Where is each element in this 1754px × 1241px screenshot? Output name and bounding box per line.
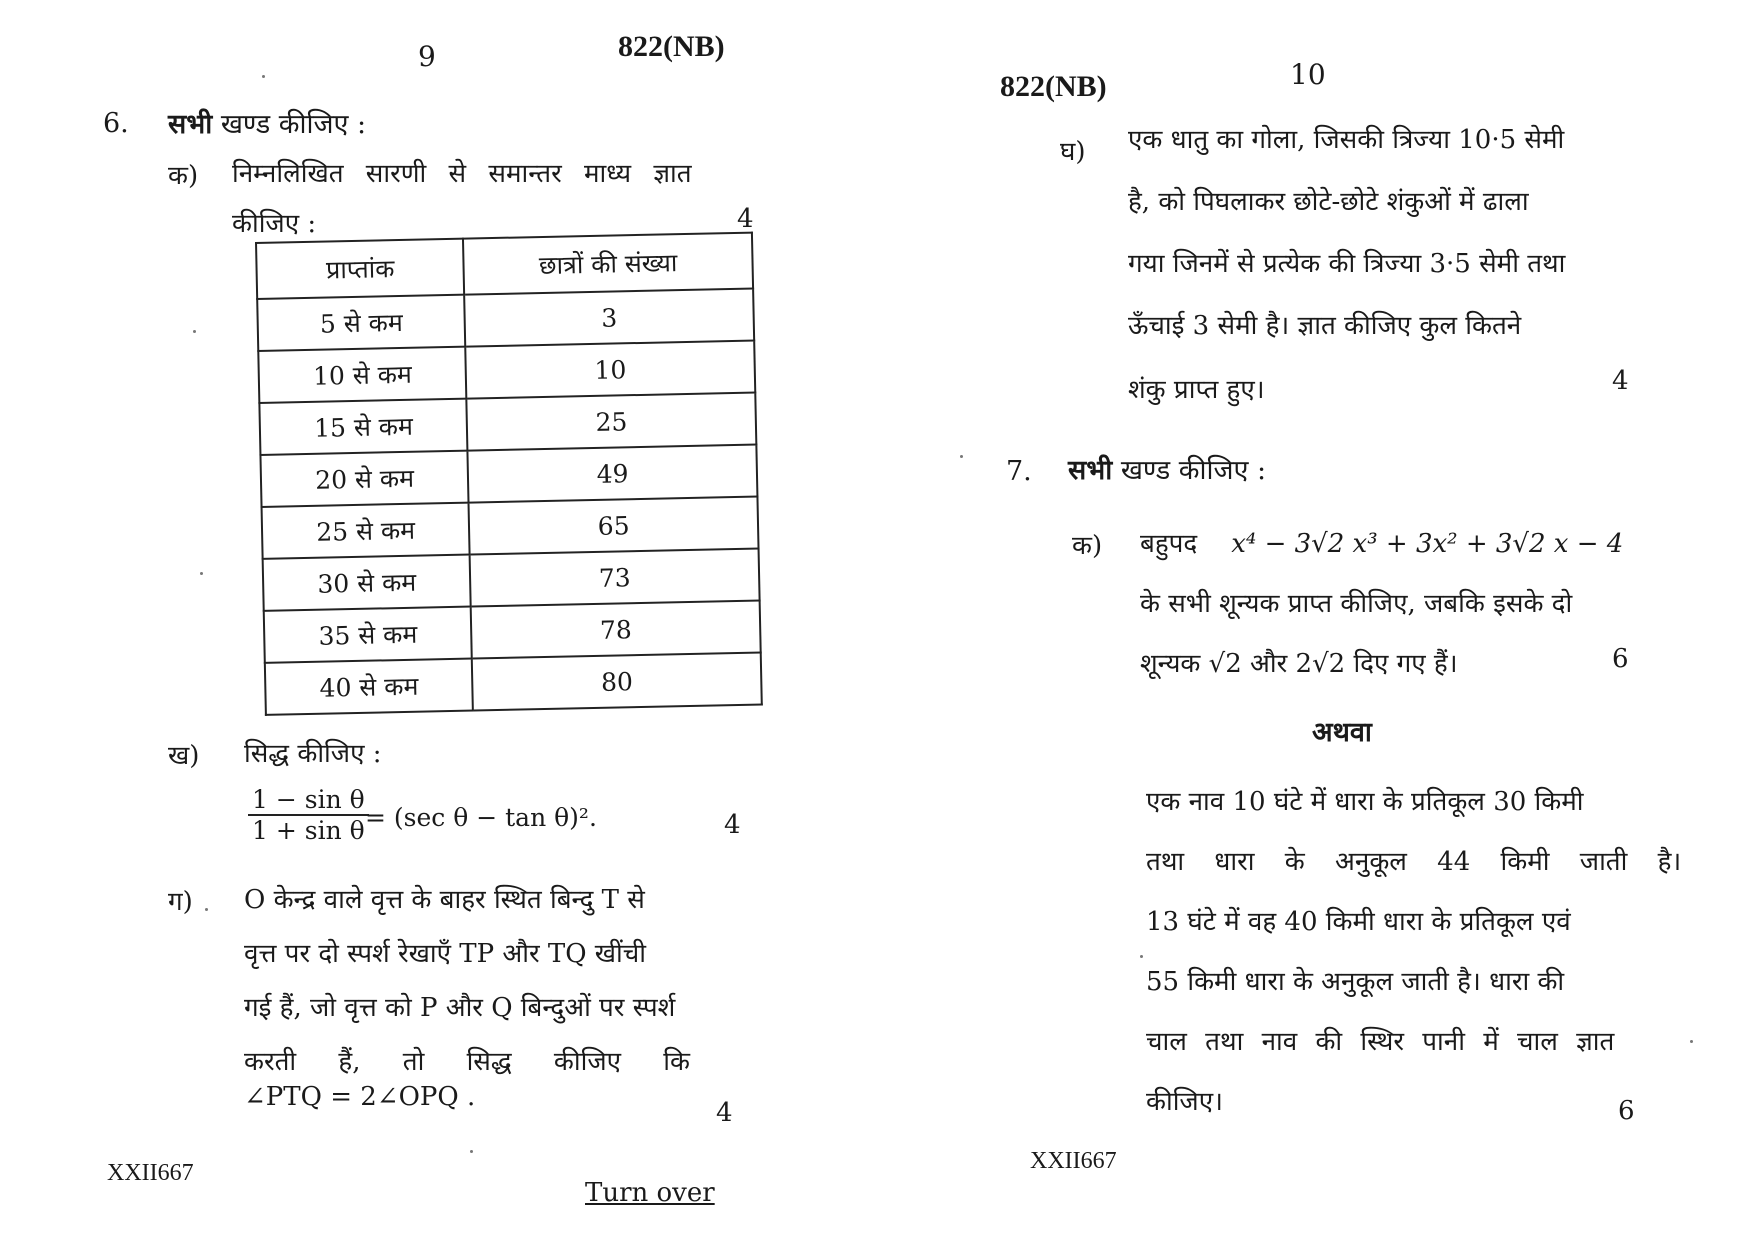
- table-cell: 49: [468, 445, 758, 503]
- table-cell: 5 से कम: [257, 295, 465, 351]
- right-page-number: 10: [1290, 58, 1326, 91]
- q7a-line3: शून्यक √2 और 2√2 दिए गए हैं।: [1140, 649, 1458, 679]
- table-row: [265, 652, 762, 714]
- q6c-marks: 4: [716, 1098, 733, 1128]
- q7a-label: क): [1072, 531, 1103, 561]
- q7-alt-line6: कीजिए।: [1146, 1087, 1223, 1117]
- scan-speck: [193, 330, 196, 333]
- or-heading: अथवा: [1312, 717, 1372, 748]
- scan-speck: [960, 455, 963, 458]
- q6b-label: ख): [168, 741, 200, 771]
- q6d-line4: ऊँचाई 3 सेमी है। ज्ञात कीजिए कुल कितने: [1128, 311, 1522, 341]
- q6c-line5: ∠PTQ = 2∠OPQ .: [244, 1082, 476, 1112]
- table-cell: 3: [464, 289, 754, 347]
- table-cell: 25: [467, 393, 757, 451]
- q6a-line2: कीजिए :: [232, 209, 317, 239]
- q6b-marks: 4: [724, 810, 741, 840]
- q7a-line1: [1140, 524, 1623, 560]
- q7-alt-line5: चाल तथा नाव की स्थिर पानी में चाल ज्ञात: [1146, 1027, 1615, 1057]
- q6-number: 6.: [103, 108, 129, 139]
- q7-alt-line1: एक नाव 10 घंटे में धारा के प्रतिकूल 30 किमी: [1146, 787, 1584, 817]
- q7-heading: सभी खण्ड कीजिए :: [1068, 455, 1267, 486]
- scan-speck: [1140, 955, 1143, 958]
- q6b-fraction: [248, 785, 369, 845]
- right-footer-code: XXII667: [1030, 1148, 1117, 1174]
- left-page-number: 9: [418, 40, 436, 73]
- right-paper-code: 822(NB): [1000, 70, 1107, 103]
- q6a-label: क): [168, 161, 199, 191]
- turn-over-text: Turn over: [585, 1178, 715, 1208]
- table-cell: 65: [469, 497, 759, 555]
- q6b-denominator: 1 + sin θ: [252, 816, 365, 845]
- q7-number: 7.: [1006, 456, 1032, 487]
- q6b-rhs: = (sec θ − tan θ)².: [365, 803, 597, 832]
- left-footer-code: XXII667: [107, 1160, 194, 1186]
- q6b-text: सिद्ध कीजिए :: [244, 739, 382, 769]
- scan-speck: [470, 1150, 473, 1153]
- left-paper-code: 822(NB): [618, 30, 725, 63]
- q6a-marks: 4: [737, 204, 754, 234]
- scan-speck: [1690, 1040, 1693, 1043]
- q7-alt-line3: 13 घंटे में वह 40 किमी धारा के प्रतिकूल एवं: [1146, 907, 1571, 937]
- q6d-line5: शंकु प्राप्त हुए।: [1128, 375, 1265, 405]
- q6c-line4: करती हैं, तो सिद्ध कीजिए कि: [244, 1047, 690, 1077]
- table-cell: 35 से कम: [264, 607, 472, 663]
- q7-alt-marks: 6: [1618, 1096, 1635, 1126]
- q6-heading: सभी खण्ड कीजिए :: [168, 109, 367, 140]
- table-header-row: [256, 233, 753, 299]
- table-header-students: छात्रों की संख्या: [463, 233, 753, 295]
- scan-speck: [200, 572, 203, 575]
- table-cell: 25 से कम: [262, 503, 470, 559]
- q6c-line3: गई हैं, जो वृत्त को P और Q बिन्दुओं पर स्पर्श: [244, 993, 676, 1023]
- table-cell: 15 से कम: [259, 399, 467, 455]
- table-cell: 80: [472, 652, 762, 710]
- q6d-line3: गया जिनमें से प्रत्येक की त्रिज्या 3·5 सेमी तथा: [1128, 249, 1566, 279]
- q6c-label: ग): [168, 887, 193, 917]
- q6c-line2: वृत्त पर दो स्पर्श रेखाएँ TP और TQ खींची: [244, 939, 647, 969]
- table-cell: 20 से कम: [260, 451, 468, 507]
- q7a-word: बहुपद: [1140, 529, 1198, 559]
- q7a-marks: 6: [1612, 644, 1629, 674]
- frequency-table: [255, 232, 763, 716]
- q6d-label: घ): [1060, 137, 1086, 167]
- q7a-polynomial: x⁴ − 3√2 x³ + 3x² + 3√2 x − 4: [1231, 529, 1624, 559]
- table-cell: 78: [471, 601, 761, 659]
- q7-alt-line4: 55 किमी धारा के अनुकूल जाती है। धारा की: [1146, 967, 1565, 997]
- table-cell: 30 से कम: [263, 555, 471, 611]
- q7-alt-line2: तथा धारा के अनुकूल 44 किमी जाती है।: [1146, 847, 1682, 877]
- q7a-line2: के सभी शून्यक प्राप्त कीजिए, जबकि इसके दो: [1140, 589, 1573, 619]
- table-cell: 73: [470, 549, 760, 607]
- scan-speck: [205, 908, 208, 911]
- q6c-line1: O केन्द्र वाले वृत्त के बाहर स्थित बिन्दु T से: [244, 885, 645, 915]
- q6d-marks: 4: [1612, 366, 1629, 396]
- table-cell: 10 से कम: [258, 347, 466, 403]
- q6a-line1: निम्नलिखित सारणी से समान्तर माध्य ज्ञात: [232, 159, 692, 189]
- table-cell: 10: [466, 341, 756, 399]
- q6d-line1: एक धातु का गोला, जिसकी त्रिज्या 10·5 सेमी: [1128, 125, 1565, 155]
- table-header-marks: प्राप्तांक: [256, 239, 464, 299]
- scan-speck: [262, 75, 265, 78]
- q6b-numerator: 1 − sin θ: [248, 785, 369, 816]
- table-cell: 40 से कम: [265, 659, 473, 715]
- q6d-line2: है, को पिघलाकर छोटे-छोटे शंकुओं में ढाला: [1128, 187, 1529, 217]
